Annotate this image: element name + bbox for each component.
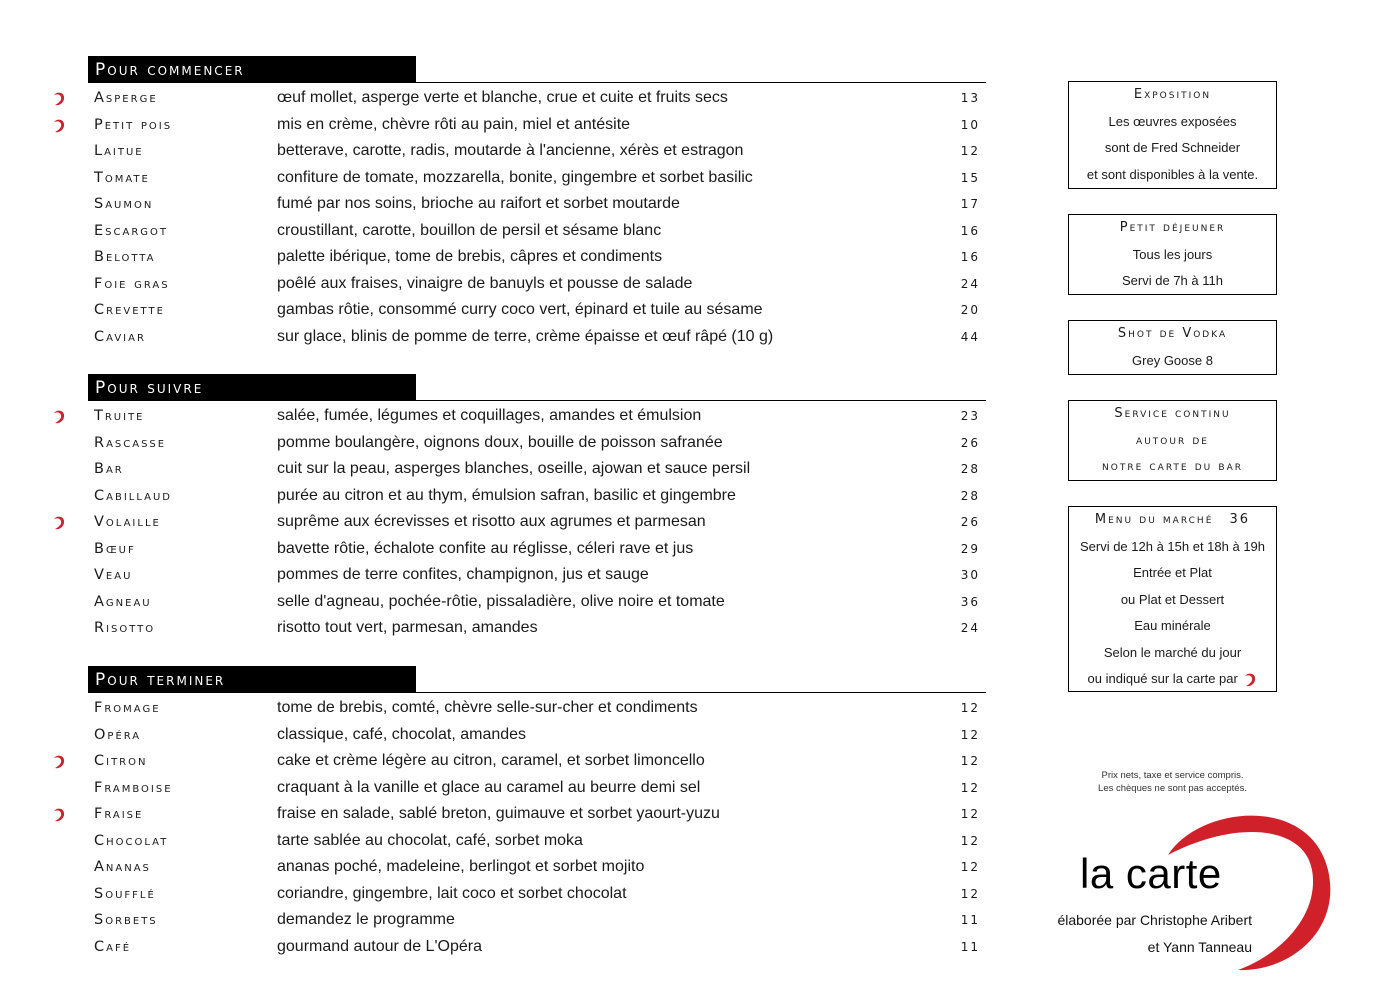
menu-item-row xyxy=(88,828,986,855)
item-price: 12 xyxy=(960,780,980,795)
menu-item-row xyxy=(88,775,986,802)
item-name: Chocolat xyxy=(94,832,169,849)
item-price: 44 xyxy=(960,329,980,344)
item-description: gambas rôtie, consommé curry coco vert, épinard et tuile au sésame xyxy=(277,301,763,318)
item-description: fraise en salade, sablé breton, guimauve et sorbet yaourt-yuzu xyxy=(277,805,720,822)
menu-marche-price: 36 xyxy=(1229,512,1251,527)
item-description: betterave, carotte, radis, moutarde à l'ancienne, xérès et estragon xyxy=(277,142,744,159)
section-pour-terminer xyxy=(88,666,986,960)
item-description: ananas poché, madeleine, berlingot et sorbet mojito xyxy=(277,858,645,875)
credits-line: et Yann Tanneau xyxy=(1147,939,1252,955)
menu-item-row xyxy=(88,324,986,351)
price-note xyxy=(1040,769,1305,795)
section-header xyxy=(88,56,986,83)
item-price: 12 xyxy=(960,144,980,158)
menu-item-row xyxy=(88,934,986,961)
price-note-line: Les chèques ne sont pas acceptés. xyxy=(1098,783,1247,794)
menu-item-row xyxy=(88,615,986,642)
item-description: risotto tout vert, parmesan, amandes xyxy=(277,619,538,636)
item-name: Crevette xyxy=(94,302,165,318)
item-description: cake et crème légère au citron, caramel, et sorbet limoncello xyxy=(277,752,705,769)
menu-item-row xyxy=(88,112,986,139)
service-title-line: notre carte du bar xyxy=(1102,459,1243,474)
menu-item-row xyxy=(88,748,986,775)
menu-item-row xyxy=(88,138,986,165)
item-description: sur glace, blinis de pomme de terre, crème épaisse et œuf râpé (10 g) xyxy=(277,327,774,345)
swoosh-mark-icon xyxy=(52,409,66,425)
item-name: Veau xyxy=(94,567,133,583)
item-description: croustillant, carotte, bouillon de persil et sésame blanc xyxy=(277,221,662,239)
item-price: 16 xyxy=(960,250,980,264)
item-name: Ananas xyxy=(94,859,151,875)
item-description: confiture de tomate, mozzarella, bonite, gingembre et sorbet basilic xyxy=(277,168,753,186)
menu-du-marche-box xyxy=(1068,506,1277,692)
item-name: Agneau xyxy=(94,593,152,610)
swoosh-mark-icon xyxy=(1243,672,1257,688)
petit-dejeuner-line: Tous les jours xyxy=(1132,246,1213,262)
item-name: Café xyxy=(94,938,132,955)
item-price: 17 xyxy=(960,197,980,211)
menu-marche-line: Eau minérale xyxy=(1134,618,1211,633)
item-name: Volaille xyxy=(94,514,161,530)
menu-item-row xyxy=(88,244,986,271)
item-price: 12 xyxy=(960,833,980,848)
exposition-line: Les œuvres exposées xyxy=(1108,113,1237,129)
item-name: Saumon xyxy=(94,196,154,212)
menu-marche-line-last xyxy=(1069,666,1276,693)
item-description: œuf mollet, asperge verte et blanche, crue et cuite et fruits secs xyxy=(277,89,728,106)
exposition-line: sont de Fred Schneider xyxy=(1104,140,1241,155)
item-price: 16 xyxy=(960,223,980,238)
swoosh-mark-icon xyxy=(52,754,66,770)
menu-item-row xyxy=(88,536,986,563)
item-description: salée, fumée, légumes et coquillages, amandes et émulsion xyxy=(277,407,702,424)
menu-item-row xyxy=(88,85,986,112)
item-price: 15 xyxy=(960,170,980,185)
item-name: Foie gras xyxy=(94,275,170,292)
swoosh-mark-icon xyxy=(52,118,66,134)
vodka-title: Shot de Vodka xyxy=(1117,326,1228,341)
section-header xyxy=(88,666,986,693)
menu-marche-line: ou indiqué sur la carte par xyxy=(1087,671,1238,686)
section-title: Pour suivre xyxy=(88,374,416,400)
menu-item-row xyxy=(88,403,986,430)
item-price: 13 xyxy=(960,91,980,105)
exposition-title: Exposition xyxy=(1133,87,1212,102)
menu-item-row xyxy=(88,430,986,457)
item-price: 12 xyxy=(960,701,980,715)
menu-marche-line: ou Plat et Dessert xyxy=(1120,591,1225,607)
item-description: selle d'agneau, pochée-rôtie, pissaladière, olive noire et tomate xyxy=(277,592,725,610)
menu-item-row xyxy=(88,907,986,934)
item-price: 24 xyxy=(960,621,980,635)
item-price: 11 xyxy=(960,913,980,927)
item-price: 20 xyxy=(960,303,980,317)
item-description: tome de brebis, comté, chèvre selle-sur-cher et condiments xyxy=(277,699,698,716)
item-price: 12 xyxy=(960,886,980,901)
item-list xyxy=(88,695,986,960)
menu-item-row xyxy=(88,509,986,536)
menu-marche-line: Servi de 12h à 15h et 18h à 19h xyxy=(1079,538,1266,554)
menu-item-row xyxy=(88,695,986,722)
item-name: Framboise xyxy=(94,779,173,796)
item-name: Laitue xyxy=(94,143,144,159)
item-description: pommes de terre confites, champignon, jus et sauge xyxy=(277,566,649,583)
item-description: purée au citron et au thym, émulsion safran, basilic et gingembre xyxy=(277,486,736,504)
item-name: Bœuf xyxy=(94,540,136,557)
menu-item-row xyxy=(88,722,986,749)
item-name: Truite xyxy=(94,408,145,424)
menu-marche-header xyxy=(1069,507,1276,534)
item-description: coriandre, gingembre, lait coco et sorbet chocolat xyxy=(277,884,627,902)
item-name: Rascasse xyxy=(94,434,167,451)
swoosh-mark-icon xyxy=(52,807,66,823)
petit-dejeuner-box xyxy=(1068,214,1277,295)
section-title: Pour terminer xyxy=(88,666,416,692)
menu-marche-line: Entrée et Plat xyxy=(1133,565,1212,580)
item-description: bavette rôtie, échalote confite au réglisse, céleri rave et jus xyxy=(277,539,694,557)
item-description: tarte sablée au chocolat, café, sorbet moka xyxy=(277,831,583,849)
item-price: 12 xyxy=(960,727,980,742)
section-pour-suivre xyxy=(88,374,986,642)
item-price: 10 xyxy=(960,117,980,132)
exposition-line: et sont disponibles à la vente. xyxy=(1086,166,1259,182)
item-price: 29 xyxy=(960,541,980,556)
credits-line: élaborée par Christophe Aribert xyxy=(1057,912,1252,928)
item-name: Fraise xyxy=(94,806,144,822)
menu-item-row xyxy=(88,456,986,483)
menu-item-row xyxy=(88,562,986,589)
item-price: 12 xyxy=(960,807,980,821)
menu-item-row xyxy=(88,271,986,298)
item-description: cuit sur la peau, asperges blanches, oseille, ajowan et sauce persil xyxy=(277,460,751,477)
menu-marche-title: Menu du marché xyxy=(1094,512,1214,527)
item-name: Escargot xyxy=(94,222,169,239)
item-price: 36 xyxy=(960,594,980,609)
item-name: Cabillaud xyxy=(94,487,173,504)
petit-dejeuner-line: Servi de 7h à 11h xyxy=(1122,273,1223,288)
service-continu-box xyxy=(1068,400,1277,481)
item-description: mis en crème, chèvre rôti au pain, miel et antésite xyxy=(277,115,631,133)
vodka-box xyxy=(1068,320,1277,375)
item-name: Sorbets xyxy=(94,912,158,928)
item-name: Tomate xyxy=(94,169,150,186)
swoosh-mark-icon xyxy=(52,515,66,531)
item-price: 26 xyxy=(960,435,980,450)
item-price: 30 xyxy=(960,568,980,582)
item-description: poêlé aux fraises, vinaigre de banuyls et pousse de salade xyxy=(277,274,693,292)
menu-item-row xyxy=(88,801,986,828)
item-price: 23 xyxy=(960,409,980,423)
menu-item-row xyxy=(88,483,986,510)
item-price: 28 xyxy=(960,462,980,476)
menu-item-row xyxy=(88,297,986,324)
section-pour-commencer xyxy=(88,56,986,350)
item-price: 11 xyxy=(960,939,980,954)
item-description: palette ibérique, tome de brebis, câpres et condiments xyxy=(277,248,663,265)
item-name: Caviar xyxy=(94,328,146,345)
item-list xyxy=(88,403,986,642)
item-description: classique, café, chocolat, amandes xyxy=(277,725,527,743)
price-note-line: Prix nets, taxe et service compris. xyxy=(1101,770,1244,781)
exposition-box xyxy=(1068,81,1277,189)
item-name: Petit pois xyxy=(94,116,173,133)
item-name: Citron xyxy=(94,753,148,769)
item-name: Soufflé xyxy=(94,885,156,902)
menu-item-row xyxy=(88,854,986,881)
menu-item-row xyxy=(88,191,986,218)
item-description: craquant à la vanille et glace au caramel au beurre demi sel xyxy=(277,778,701,796)
menu-marche-line: Selon le marché du jour xyxy=(1103,644,1242,660)
menu-item-row xyxy=(88,589,986,616)
service-title-line: autour de xyxy=(1136,432,1209,448)
swoosh-mark-icon xyxy=(52,91,66,107)
service-title-line: Service continu xyxy=(1114,406,1231,421)
item-name: Risotto xyxy=(94,620,156,636)
item-list xyxy=(88,85,986,350)
menu-item-row xyxy=(88,881,986,908)
item-name: Opéra xyxy=(94,726,142,743)
item-description: suprême aux écrevisses et risotto aux agrumes et parmesan xyxy=(277,513,706,530)
vodka-line: Grey Goose 8 xyxy=(1132,352,1213,368)
item-description: gourmand autour de L'Opéra xyxy=(277,937,482,955)
item-name: Bar xyxy=(94,461,124,477)
item-name: Fromage xyxy=(94,700,161,716)
item-price: 12 xyxy=(960,860,980,874)
menu-item-row xyxy=(88,165,986,192)
menu-item-row xyxy=(88,218,986,245)
item-price: 24 xyxy=(960,276,980,291)
logo-title: la carte xyxy=(1080,850,1222,897)
petit-dejeuner-title: Petit déjeuner xyxy=(1119,220,1226,235)
item-price: 28 xyxy=(960,488,980,503)
item-description: pomme boulangère, oignons doux, bouille de poisson safranée xyxy=(277,433,723,451)
item-description: fumé par nos soins, brioche au raifort et sorbet moutarde xyxy=(277,195,680,212)
item-price: 12 xyxy=(960,754,980,768)
item-name: Asperge xyxy=(94,90,158,106)
section-header xyxy=(88,374,986,401)
item-description: demandez le programme xyxy=(277,911,455,928)
section-title: Pour commencer xyxy=(88,56,416,82)
item-name: Belotta xyxy=(94,249,156,265)
item-price: 26 xyxy=(960,515,980,529)
